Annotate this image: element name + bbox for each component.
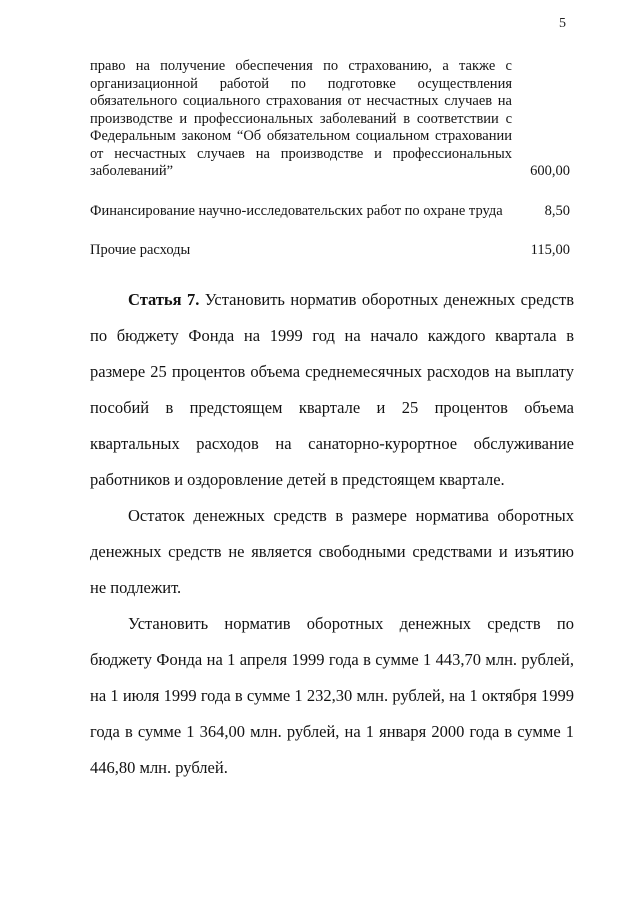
- budget-item-text: право на получение обеспечения по страхованию, а также с организационной работой по подготовке осуществления обязательного социального страхования от несчастных случаев на производстве и профессиональных заболеваний в соответствии с Федеральным законом “Об обязательном социальном страховании от несчастных случаев на производстве и профессиональных заболеваний”: [90, 58, 512, 179]
- budget-item-amount: 8,50: [544, 202, 570, 219]
- paragraph-text: Остаток денежных средств в размере норматива оборотных денежных средств не является свободными средствами и изъятию не подлежит.: [90, 505, 574, 597]
- budget-item: [90, 242, 570, 260]
- page-number: 5: [559, 16, 566, 31]
- budget-item-amount: 115,00: [530, 242, 570, 258]
- budget-item-text: Финансирование научно-исследовательских работ по охране труда: [90, 202, 503, 219]
- paragraph: [90, 498, 574, 606]
- budget-item: [90, 58, 570, 181]
- budget-item: [90, 203, 570, 221]
- paragraph-lead: Статья 7.: [128, 289, 200, 309]
- paragraph-text: Установить норматив оборотных денежных средств по бюджету Фонда на 1 апреля 1999 года в сумме 1 443,70 млн. рублей, на 1 июля 1999 года в сумме 1 232,30 млн. рублей, на 1 октября 1999 года в сумме 1 364,00 млн. рублей, на 1 января 2000 года в сумме 1 446,80 млн. рублей.: [90, 613, 574, 777]
- paragraph-text: Установить норматив оборотных денежных средств по бюджету Фонда на 1999 год на начало каждого квартала в размере 25 процентов объема среднемесячных расходов на выплату пособий в предстоящем квартале и 25 процентов объема квартальных расходов на санаторно-курортное обслуживание работников и оздоровление детей в предстоящем квартале.: [90, 289, 574, 489]
- budget-item-text: Прочие расходы: [90, 242, 191, 258]
- article-section: [90, 282, 574, 786]
- paragraph: [90, 282, 574, 498]
- paragraph: [90, 606, 574, 786]
- budget-section: [90, 58, 570, 260]
- budget-item-amount: 600,00: [530, 163, 570, 179]
